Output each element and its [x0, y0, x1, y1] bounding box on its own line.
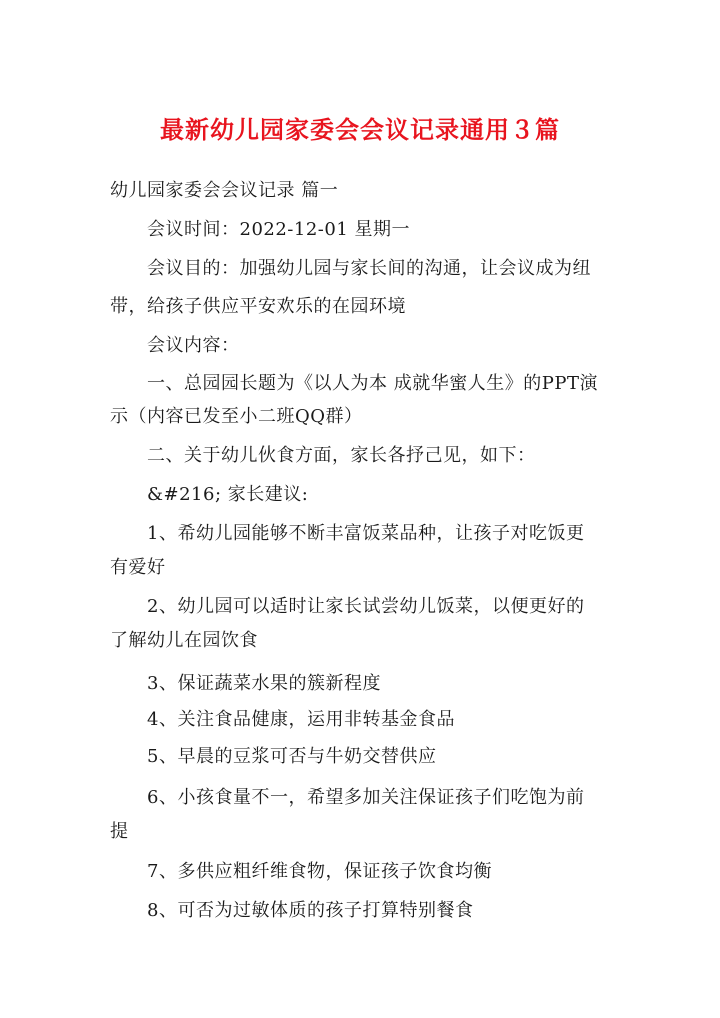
suggestion-1: 1、希幼儿园能够不断丰富饭菜品种，让孩子对吃饭更 [147, 523, 585, 544]
suggestion-3: 3、保证蔬菜水果的簇新程度 [147, 673, 381, 694]
parent-suggestions-label: &#216; 家长建议: [147, 484, 309, 505]
suggestion-8: 8、可否为过敏体质的孩子打算特别餐食 [147, 900, 474, 921]
suggestion-6-continued: 提 [110, 821, 129, 842]
agenda-item-1-continued: 示（内容已发至小二班QQ群） [110, 406, 363, 427]
agenda-item-1: 一、总园园长题为《以人为本 成就华蜜人生》的PPT演 [147, 373, 598, 394]
section-heading: 幼儿园家委会会议记录 篇一 [110, 180, 339, 201]
suggestion-2: 2、幼儿园可以适时让家长试尝幼儿饭菜，以便更好的 [147, 596, 585, 617]
suggestion-2-continued: 了解幼儿在园饮食 [110, 630, 258, 651]
meeting-purpose: 会议目的：加强幼儿园与家长间的沟通，让会议成为纽 [147, 258, 591, 279]
meeting-time: 会议时间：2022-12-01 星期一 [147, 219, 411, 240]
suggestion-6: 6、小孩食量不一，希望多加关注保证孩子们吃饱为前 [147, 787, 585, 808]
meeting-purpose-continued: 带，给孩子供应平安欢乐的在园环境 [110, 296, 406, 317]
suggestion-7: 7、多供应粗纤维食物，保证孩子饮食均衡 [147, 861, 492, 882]
document-title: 最新幼儿园家委会会议记录通用３篇 [160, 115, 560, 144]
agenda-item-2: 二、关于幼儿伙食方面，家长各抒己见，如下： [147, 445, 536, 466]
suggestion-5: 5、早晨的豆浆可否与牛奶交替供应 [147, 746, 437, 767]
meeting-content-label: 会议内容： [147, 335, 240, 356]
suggestion-4: 4、关注食品健康，运用非转基金食品 [147, 709, 455, 730]
suggestion-1-continued: 有爱好 [110, 557, 166, 578]
